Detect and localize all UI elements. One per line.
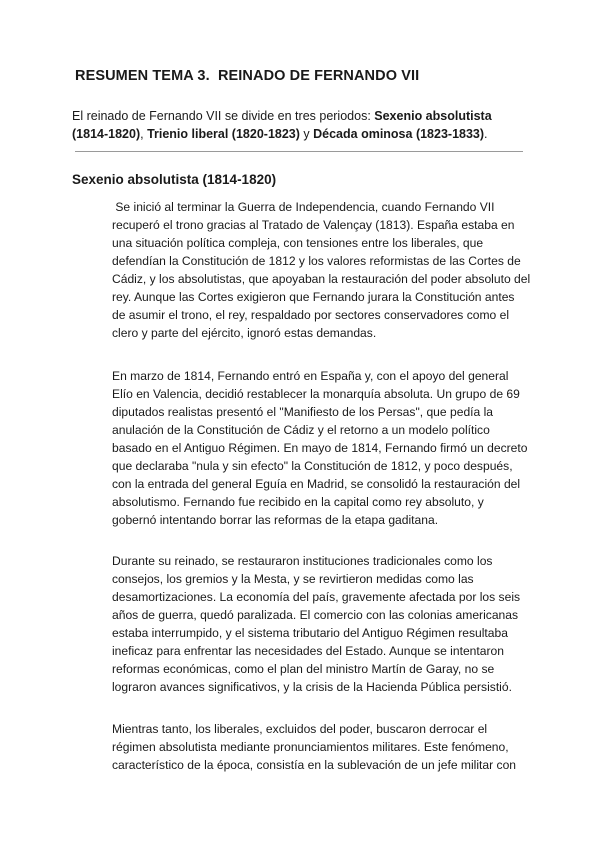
section-heading: Sexenio absolutista (1814-1820): [72, 172, 277, 187]
text-line: basado en el Antiguo Régimen. En mayo de 1814, Fernando firmó un decreto: [112, 441, 528, 455]
text-line: En marzo de 1814, Fernando entró en España y, con el apoyo del general: [112, 369, 509, 383]
intro-text: El reinado de Fernando VII se divide en tres periodos:: [72, 109, 375, 123]
text-line: consejos, los gremios y la Mesta, y se revirtieron medidas como las: [112, 572, 474, 586]
intro-separator: y: [299, 127, 314, 141]
text-line: ineficaz para enfrentar las necesidades del Estado. Aunque se intentaron: [112, 644, 504, 658]
text-line: años de guerra, quedó paralizada. El comercio con las colonias americanas: [112, 608, 519, 622]
paragraph-4: [112, 720, 517, 774]
text-line: estaba interrumpido, y el sistema tributario del Antiguo Régimen resultaba: [112, 626, 508, 640]
text-line: clero y parte del ejército, ignoró estas demandas.: [112, 326, 377, 340]
text-line: recuperó el trono gracias al Tratado de Valençay (1813). España estaba en: [112, 218, 515, 232]
intro-end: .: [484, 127, 488, 141]
text-line: de asumir el trono, el rey, respaldado por sectores conservadores como el: [112, 308, 510, 322]
period-decada: Década ominosa (1823-1833): [313, 127, 485, 141]
paragraph-3: [112, 552, 521, 696]
text-line: Cádiz, y los absolutistas, que apoyaban la restauración del poder absoluto del: [112, 272, 531, 286]
text-line: Mientras tanto, los liberales, excluidos del poder, buscaron derrocar el: [112, 722, 488, 736]
intro-paragraph: [72, 107, 512, 143]
document-title: RESUMEN TEMA 3. REINADO DE FERNANDO VII: [75, 68, 420, 84]
paragraph-1: [112, 198, 531, 342]
text-line: Durante su reinado, se restauraron instituciones tradicionales como los: [112, 554, 493, 568]
text-line: rey. Aunque las Cortes exigieron que Fernando jurara la Constitución antes: [112, 290, 515, 304]
text-line: defendían la Constitución de 1812 y los valores reformistas de las Cortes de: [112, 254, 521, 268]
text-line: régimen absolutista mediante pronunciamientos militares. Este fenómeno,: [112, 740, 509, 754]
text-line: característico de la época, consistía en la sublevación de un jefe militar con: [112, 758, 517, 772]
horizontal-divider: [75, 151, 523, 152]
period-sexenio: Sexenio absolutista (1814-1820): [72, 109, 492, 141]
text-line: Elío en Valencia, decidió restablecer la monarquía absoluta. Un grupo de 69: [112, 387, 520, 401]
text-line: reformas económicas, como el plan del ministro Martín de Garay, no se: [112, 662, 495, 676]
text-line: gobernó intentando borrar las reformas de la etapa gaditana.: [112, 513, 439, 527]
intro-separator: ,: [140, 127, 148, 141]
paragraph-2: [112, 367, 528, 529]
text-line: lograron avances significativos, y la crisis de la Hacienda Pública persistió.: [112, 680, 512, 694]
text-line: con la entrada del general Eguía en Madrid, se consolidó la restauración del: [112, 477, 521, 491]
text-line: desamortizaciones. La economía del país, gravemente afectada por los seis: [112, 590, 521, 604]
text-line: diputados realistas presentó el "Manifiesto de los Persas", que pedía la: [112, 405, 494, 419]
text-line: Se inició al terminar la Guerra de Independencia, cuando Fernando VII: [112, 200, 495, 214]
text-line: una situación política compleja, con tensiones entre los liberales, que: [112, 236, 484, 250]
period-trienio: Trienio liberal (1820-1823): [147, 127, 300, 141]
text-line: que declaraba "nula y sin efecto" la Constitución de 1812, y poco después,: [112, 459, 513, 473]
text-line: absolutismo. Fernando fue recibido en la capital como rey absoluto, y: [112, 495, 484, 509]
text-line: anulación de la Constitución de Cádiz y el retorno a un modelo político: [112, 423, 490, 437]
